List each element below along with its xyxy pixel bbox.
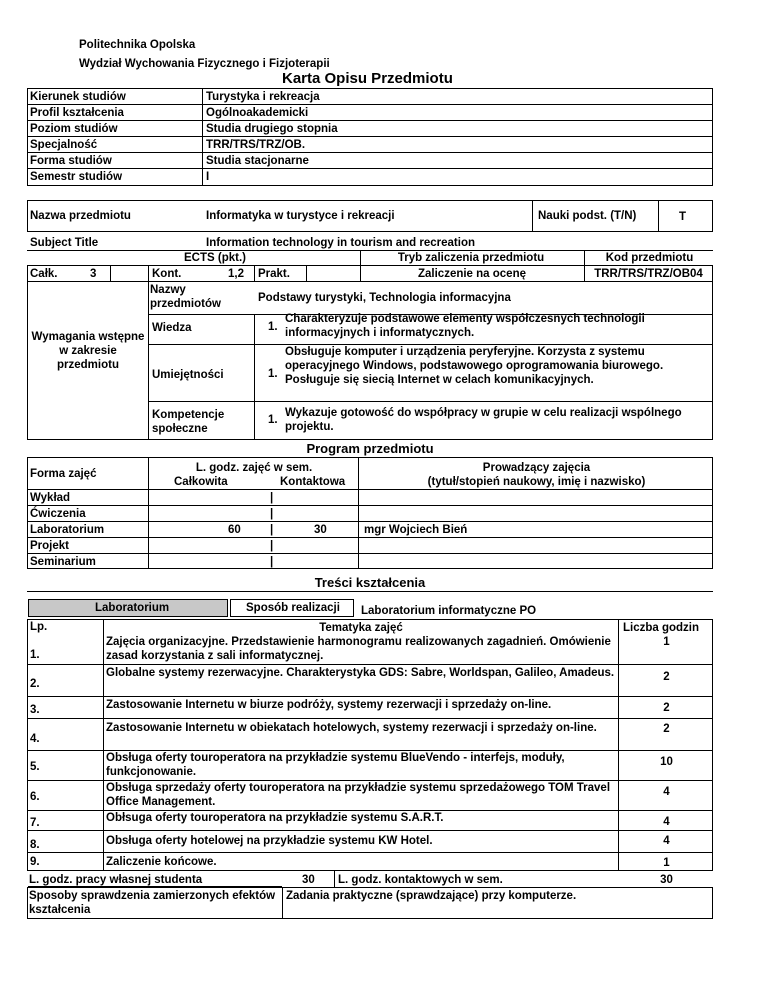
godz-label: L. godz. zajęć w sem. [195,462,313,474]
kompetencje-label: Kompetencje społeczne [152,409,225,435]
sposoby-value: Zadania praktyczne (sprawdzające) przy komputerze. [286,890,577,902]
kontakt-label: L. godz. kontaktowych w sem. [338,874,503,886]
tresci-row-lp: 6. [30,791,40,803]
tresci-form: Laboratorium [95,602,170,614]
tresci-row-lp: 5. [30,761,40,773]
info-label: Profil kształcenia [30,107,124,119]
wiedza-num: 1. [268,321,278,333]
tresci-row-text: Zaliczenie końcowe. [106,856,217,868]
tematyka-label: Tematyka zajęć [319,622,403,634]
info-value: Turystyka i rekreacja [206,91,320,103]
prakt-label: Prakt. [258,268,290,280]
prowadzacy-label: Prowadzący zajęcia [482,462,591,474]
subject-name-label: Nazwa przedmiotu [30,210,131,222]
lp-label: Lp. [30,621,48,633]
program-row-forma: Laboratorium [30,524,105,536]
tresci-row-hours: 2 [663,702,670,714]
tresci-row-hours: 1 [663,857,670,869]
program-row-sep: | [270,556,274,568]
program-row-forma: Seminarium [30,556,96,568]
program-row-forma: Wykład [30,492,71,504]
info-value: TRR/TRS/TRZ/OB. [206,139,306,151]
program-row-calk: 60 [228,524,241,536]
sposob-value: Laboratorium informatyczne PO [361,605,537,617]
prereq-group-label: Wymagania wstępne w zakresie przedmiotu [31,331,145,371]
wiedza-text: Charakteryzuje podstawowe elementy współczesnych technologii informacyjnych i informatycznych. [285,313,645,339]
forma-label: Forma zajęć [30,468,97,480]
umiejetnosci-num: 1. [268,368,278,380]
tresci-row-lp: 8. [30,839,40,851]
tresci-row-text: Obsługa sprzedaży oferty touroperatora na przykładzie systemu sprzedażowego TOM Travel Office Management. [106,782,611,808]
kompetencje-text: Wykazuje gotowość do współpracy w grupie w celu realizacji wspólnego projektu. [285,407,682,433]
program-row-forma: Ćwiczenia [30,508,86,520]
tresci-row-lp: 1. [30,649,40,661]
tresci-row-text: Globalne systemy rezerwacyjne. Charakterystyka GDS: Sabre, Worldspan, Galileo, Amadeus. [106,667,615,679]
faculty-name: Wydział Wychowania Fizycznego i Fizjoterapii [79,58,330,70]
university-name: Politechnika Opolska [79,39,196,51]
kompetencje-num: 1. [268,414,278,426]
program-title: Program przedmiotu [306,441,434,456]
subject-title-value: Information technology in tourism and recreation [206,237,475,249]
info-label: Specjalność [30,139,98,151]
info-value: I [206,171,210,183]
sposoby-label: Sposoby sprawdzenia zamierzonych efektów kształcenia [29,890,276,916]
tresci-row-hours: 4 [663,835,670,847]
nauki-label: Nauki podst. (T/N) [538,210,637,222]
calk-value: 3 [90,268,97,280]
tresci-row-hours: 1 [663,636,670,648]
subject-title-label: Subject Title [30,237,99,249]
prowadzacy-sub: (tytuł/stopień naukowy, imię i nazwisko) [427,476,646,488]
tresci-row-hours: 2 [663,671,670,683]
program-row-forma: Projekt [30,540,69,552]
program-row-sep: | [270,492,274,504]
tryb-label: Tryb zaliczenia przedmiotu [397,252,545,264]
tresci-row-hours: 2 [663,723,670,735]
kont-label: Kont. [152,268,182,280]
tresci-row-text: Obsługa oferty hotelowej na przykładzie systemu KW Hotel. [106,835,433,847]
tresci-row-text: Zajęcia organizacyjne. Przedstawienie harmonogramu realizowanych zagadnień. Omówienie zasad korzystania z sali informatycznej. [106,636,611,662]
tresci-row-text: Zastosowanie Internetu w obiekatach hotelowych, systemy rezerwacji i sprzedaży on-line. [106,722,597,734]
info-label: Semestr studiów [30,171,123,183]
tresci-title: Treści kształcenia [314,575,426,590]
kont-value: 1,2 [228,268,244,280]
calkowita-label: Całkowita [174,476,228,488]
wiedza-label: Wiedza [152,322,192,334]
godzin-label: Liczba godzin [623,622,700,634]
kod-value: TRR/TRS/TRZ/OB04 [594,268,703,280]
tresci-row-lp: 9. [30,856,40,868]
program-row-kont: 30 [314,524,327,536]
tresci-row-hours: 4 [663,786,670,798]
calk-label: Całk. [30,268,58,280]
kod-label: Kod przedmiotu [605,252,694,264]
info-label: Forma studiów [30,155,112,167]
tresci-row-lp: 2. [30,678,40,690]
umiejetnosci-label: Umiejętności [152,369,224,381]
subject-name-value: Informatyka w turystyce i rekreacji [206,210,395,222]
tresci-row-text: Zastosowanie Internetu w biurze podróży, systemy rezerwacji i sprzedaży on-line. [106,699,552,711]
tresci-row-text: Obłsuga oferty touroperatora na przykładzie systemu S.A.R.T. [106,812,444,824]
kontaktowa-label: Kontaktowa [280,476,346,488]
umiejetnosci-text: Obsługuje komputer i urządzenia peryferyjne. Korzysta z systemu operacyjnego Windows, podstawowego oprogramowania biurowego. Posługuje się siecią Internet w celach komunikacyjnych. [285,346,664,386]
program-row-sep: | [270,524,274,536]
tresci-row-hours: 4 [663,816,670,828]
ects-label: ECTS (pkt.) [184,252,246,264]
nazwy-label: Nazwy przedmiotów [150,284,221,310]
info-value: Studia drugiego stopnia [206,123,338,135]
info-label: Kierunek studiów [30,91,126,103]
info-table [27,88,713,186]
tresci-row-lp: 4. [30,733,40,745]
nauki-value: T [679,211,687,223]
kontakt-value: 30 [660,874,673,886]
wlasna-value: 30 [302,874,315,886]
tresci-row-hours: 10 [660,756,673,768]
program-row-sep: | [270,508,274,520]
nazwy-value: Podstawy turystyki, Technologia informacyjna [258,292,511,304]
wlasna-label: L. godz. pracy własnej studenta [29,874,203,886]
program-row-sep: | [270,540,274,552]
tresci-row-lp: 7. [30,817,40,829]
info-label: Poziom studiów [30,123,118,135]
page-title: Karta Opisu Przedmiotu [282,70,453,87]
tryb-value: Zaliczenie na ocenę [417,268,526,280]
info-value: Studia stacjonarne [206,155,309,167]
program-row-prow: mgr Wojciech Bień [364,524,468,536]
sposob-label: Sposób realizacji [246,602,340,614]
tresci-row-text: Obsługa oferty touroperatora na przykładzie systemu BlueVendo - interfejs, moduły, funkcjonowanie. [106,752,565,778]
prereq-box [27,282,713,440]
info-value: Ogólnoakademicki [206,107,309,119]
tresci-row-lp: 3. [30,704,40,716]
